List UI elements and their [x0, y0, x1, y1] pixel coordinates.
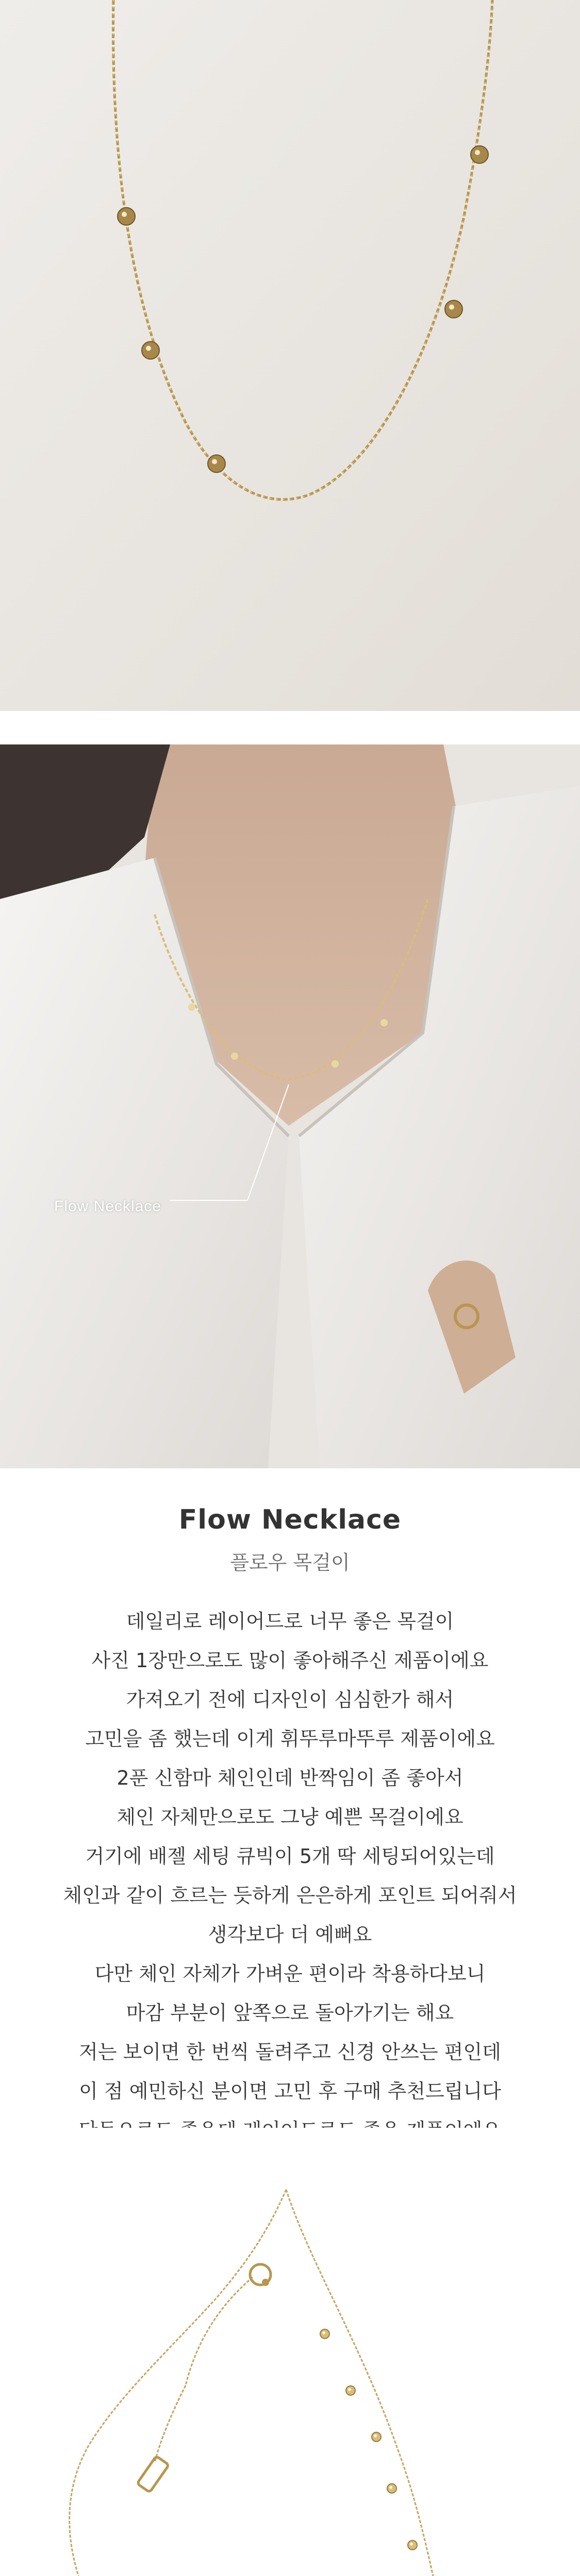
description-line: 생각보다 더 예뻐요 [208, 1923, 372, 1946]
description-line: 다만 체인 자체가 가벼운 편이라 착용하다보니 [94, 1962, 486, 1985]
product-title: Flow Necklace [178, 1504, 402, 1535]
hero-necklace-photo [0, 0, 580, 711]
description-line: 가져오기 전에 디자인이 심심한가 해서 [126, 1688, 454, 1711]
description-line: 저는 보이면 한 번씩 돌려주고 신경 안쓰는 편인데 [79, 2041, 501, 2063]
description-line: 고민을 좀 했는데 이게 휘뚜루마뚜루 제품이에요 [85, 1727, 495, 1750]
description-line: 사진 1장만으로도 많이 좋아해주신 제품이에요 [91, 1649, 489, 1672]
necklace-name-label: Flow Necklace [54, 1198, 162, 1215]
product-intro [0, 1468, 580, 2128]
description-line: 체인 자체만으로도 그냥 예쁜 목걸이에요 [117, 1806, 463, 1828]
description-line: 이 점 예민하신 분이면 고민 후 구매 추천드립니다 [79, 2080, 501, 2103]
product-sample-photo [0, 2128, 580, 2576]
description-line: 거기에 배젤 세팅 큐빅이 5개 딱 세팅되어있는데 [85, 1845, 495, 1868]
description-line: 체인과 같이 흐르는 듯하게 은은하게 포인트 되어줘서 [63, 1884, 517, 1907]
description-line: 마감 부분이 앞쪽으로 돌아가기는 해요 [126, 2002, 454, 2024]
model-wearing-photo [0, 744, 580, 1468]
product-description [0, 1602, 580, 2189]
description-line: 데일리로 레이어드로 너무 좋은 목걸이 [126, 1610, 454, 1633]
spacer [0, 711, 580, 744]
description-line: 2푼 신함마 체인인데 반짝임이 좀 좋아서 [117, 1767, 463, 1789]
product-subtitle: 플로우 목걸이 [230, 1551, 350, 1574]
